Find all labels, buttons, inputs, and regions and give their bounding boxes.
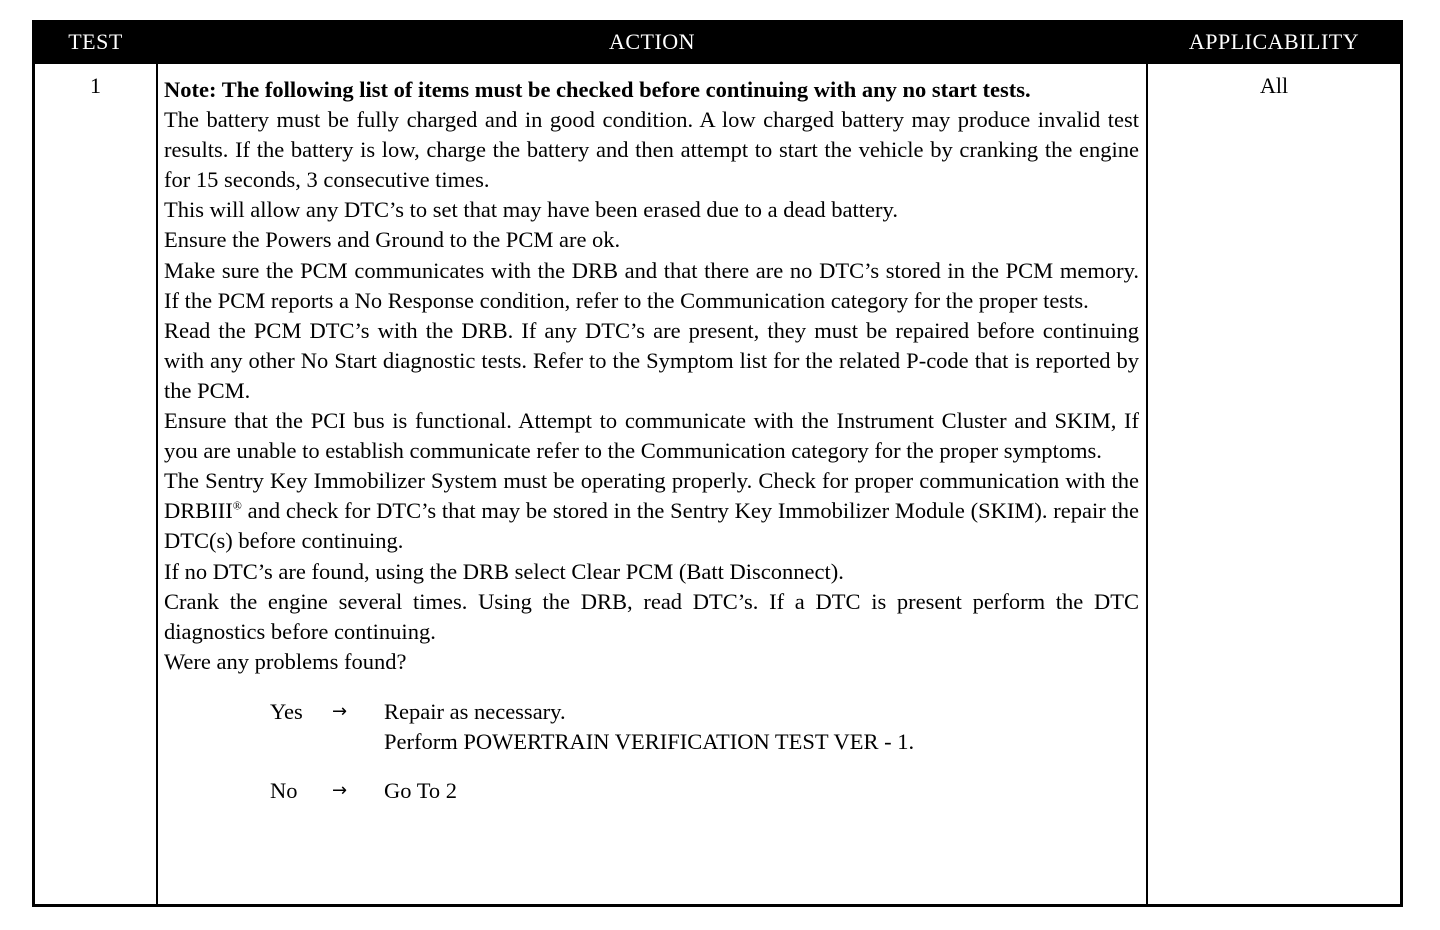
- header-test: TEST: [68, 29, 123, 54]
- arrow-right-icon: →: [332, 779, 348, 801]
- sentry-key-text-continued: and check for DTC’s that may be stored in the Sentry Key Immobilizer Module (SKIM). repair the DTC(s) before continuing.: [164, 498, 1139, 554]
- yes-result-line-1: Repair as necessary.: [384, 698, 566, 724]
- no-label: No: [270, 777, 298, 803]
- outcome-yes: [164, 697, 1139, 757]
- sentry-key-text: The Sentry Key Immobilizer System must be operating properly. Check for proper communication with the DRBIII: [164, 468, 1139, 524]
- no-result-line-1: Go To 2: [384, 777, 458, 803]
- header-applicability: APPLICABILITY: [1188, 29, 1360, 54]
- outcome-no: [164, 776, 1139, 806]
- table-header: [35, 23, 1400, 62]
- note-text: Note: The following list of items must be checked before continuing with any no start tests.: [164, 77, 1031, 102]
- paragraph-question: Were any problems found?: [164, 648, 407, 674]
- registered-mark: ®: [232, 498, 242, 513]
- header-divider: [35, 62, 1400, 64]
- paragraph-dtc-erased: This will allow any DTC’s to set that may have been erased due to a dead battery.: [164, 197, 898, 223]
- diagnostic-table: [32, 20, 1403, 907]
- yes-label: Yes: [270, 698, 303, 724]
- arrow-right-icon: →: [332, 700, 348, 722]
- applicability-value: All: [1259, 73, 1289, 98]
- yes-result-line-2: Perform POWERTRAIN VERIFICATION TEST VER - 1.: [384, 728, 915, 754]
- column-divider-test-action: [156, 62, 158, 904]
- paragraph-sentry-key: [164, 466, 1139, 556]
- test-number: 1: [90, 73, 101, 98]
- header-action: ACTION: [608, 29, 696, 54]
- paragraph-crank-engine: Crank the engine several times. Using the DRB, read DTC’s. If a DTC is present perform the DTC diagnostics before continuing.: [164, 588, 1139, 644]
- paragraph-powers-ground: Ensure the Powers and Ground to the PCM are ok.: [164, 227, 621, 253]
- paragraph-read-dtc: Read the PCM DTC’s with the DRB. If any DTC’s are present, they must be repaired before continuing with any other No Start diagnostic tests. Refer to the Symptom list for the related P-code that is reported by the PCM.: [164, 317, 1139, 403]
- paragraph-battery: The battery must be fully charged and in good condition. A low charged battery may produce invalid test results. If the battery is low, charge the battery and then attempt to start the vehicle by cranking the engine for 15 seconds, 3 consecutive times.: [164, 107, 1139, 193]
- action-cell: [164, 75, 1139, 806]
- paragraph-clear-pcm: If no DTC’s are found, using the DRB select Clear PCM (Batt Disconnect).: [164, 558, 844, 584]
- paragraph-pcm-communication: Make sure the PCM communicates with the DRB and that there are no DTC’s stored in the PCM memory. If the PCM reports a No Response condition, refer to the Communication category for the proper tests.: [164, 257, 1139, 313]
- paragraph-pci-bus: Ensure that the PCI bus is functional. Attempt to communicate with the Instrument Cluster and SKIM, If you are unable to establish communicate refer to the Communication category for the proper symptoms.: [164, 408, 1139, 464]
- column-divider-action-applicability: [1146, 62, 1148, 904]
